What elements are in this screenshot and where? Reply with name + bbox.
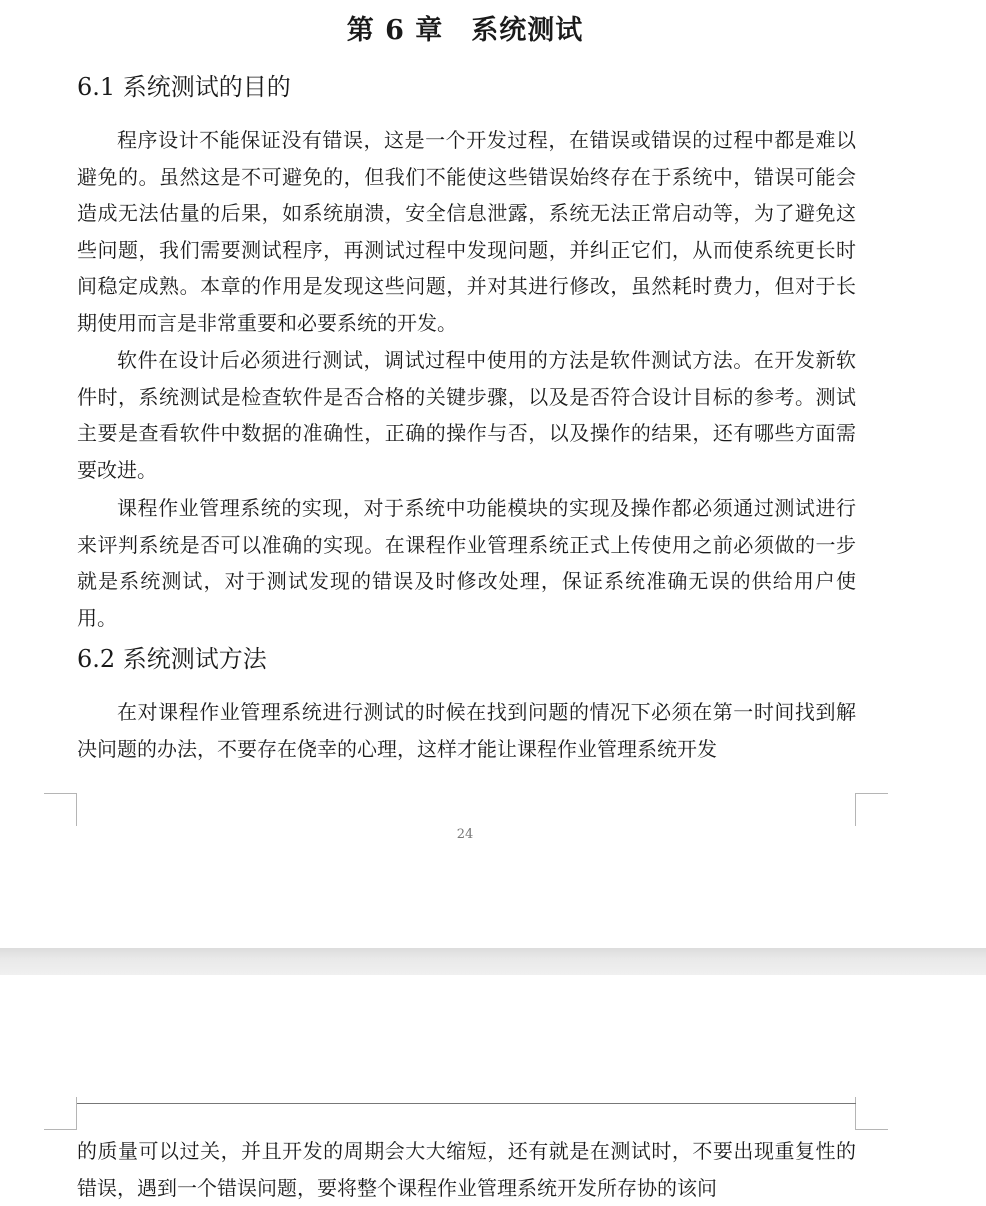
- paragraph: 程序设计不能保证没有错误，这是一个开发过程，在错误或错误的过程中都是难以避免的。虽然这是不可避免的，但我们不能使这些错误始终存在于系统中，错误可能会造成无法估量的后果，如系统崩溃，安全信息泄露，系统无法正常启动等，为了避免这些问题，我们需要测试程序，再测试过程中发现问题，并纠正它们，从而使系统更长时间稳定成熟。本章的作用是发现这些问题，并对其进行修改，虽然耗时费力，但对于长期使用而言是非常重要和必要系统的开发。: [77, 128, 856, 335]
- crop-mark-top-right: [855, 1097, 888, 1130]
- page-separator: [0, 948, 986, 975]
- crop-mark-bottom-left: [44, 793, 77, 826]
- crop-mark-bottom-right: [855, 793, 888, 826]
- header-rule: [77, 1103, 856, 1104]
- section-heading-6-1: 6.1 系统测试的目的: [77, 73, 291, 101]
- paragraph-continued: 的质量可以过关，并且开发的周期会大大缩短，还有就是在测试时，不要出现重复性的错误，遇到一个错误问题，要将整个课程作业管理系统开发所存协的该问: [77, 1139, 856, 1200]
- crop-mark-top-left: [44, 1097, 77, 1130]
- paragraph: 在对课程作业管理系统进行测试的时候在找到问题的情况下必须在第一时间找到解决问题的办法，不要存在侥幸的心理，这样才能让课程作业管理系统开发: [77, 700, 856, 761]
- section-heading-6-2: 6.2 系统测试方法: [77, 645, 267, 673]
- paragraph: 软件在设计后必须进行测试，调试过程中使用的方法是软件测试方法。在开发新软件时，系统测试是检查软件是否合格的关键步骤，以及是否符合设计目标的参考。测试主要是查看软件中数据的准确性，正确的操作与否，以及操作的结果，还有哪些方面需要改进。: [77, 348, 856, 482]
- page-number: 24: [456, 827, 474, 842]
- chapter-title: 第 6 章 系统测试: [346, 15, 584, 46]
- paragraph: 课程作业管理系统的实现，对于系统中功能模块的实现及操作都必须通过测试进行来评判系统是否可以准确的实现。在课程作业管理系统正式上传使用之前必须做的一步就是系统测试，对于测试发现的错误及时修改处理，保证系统准确无误的供给用户使用。: [77, 496, 856, 630]
